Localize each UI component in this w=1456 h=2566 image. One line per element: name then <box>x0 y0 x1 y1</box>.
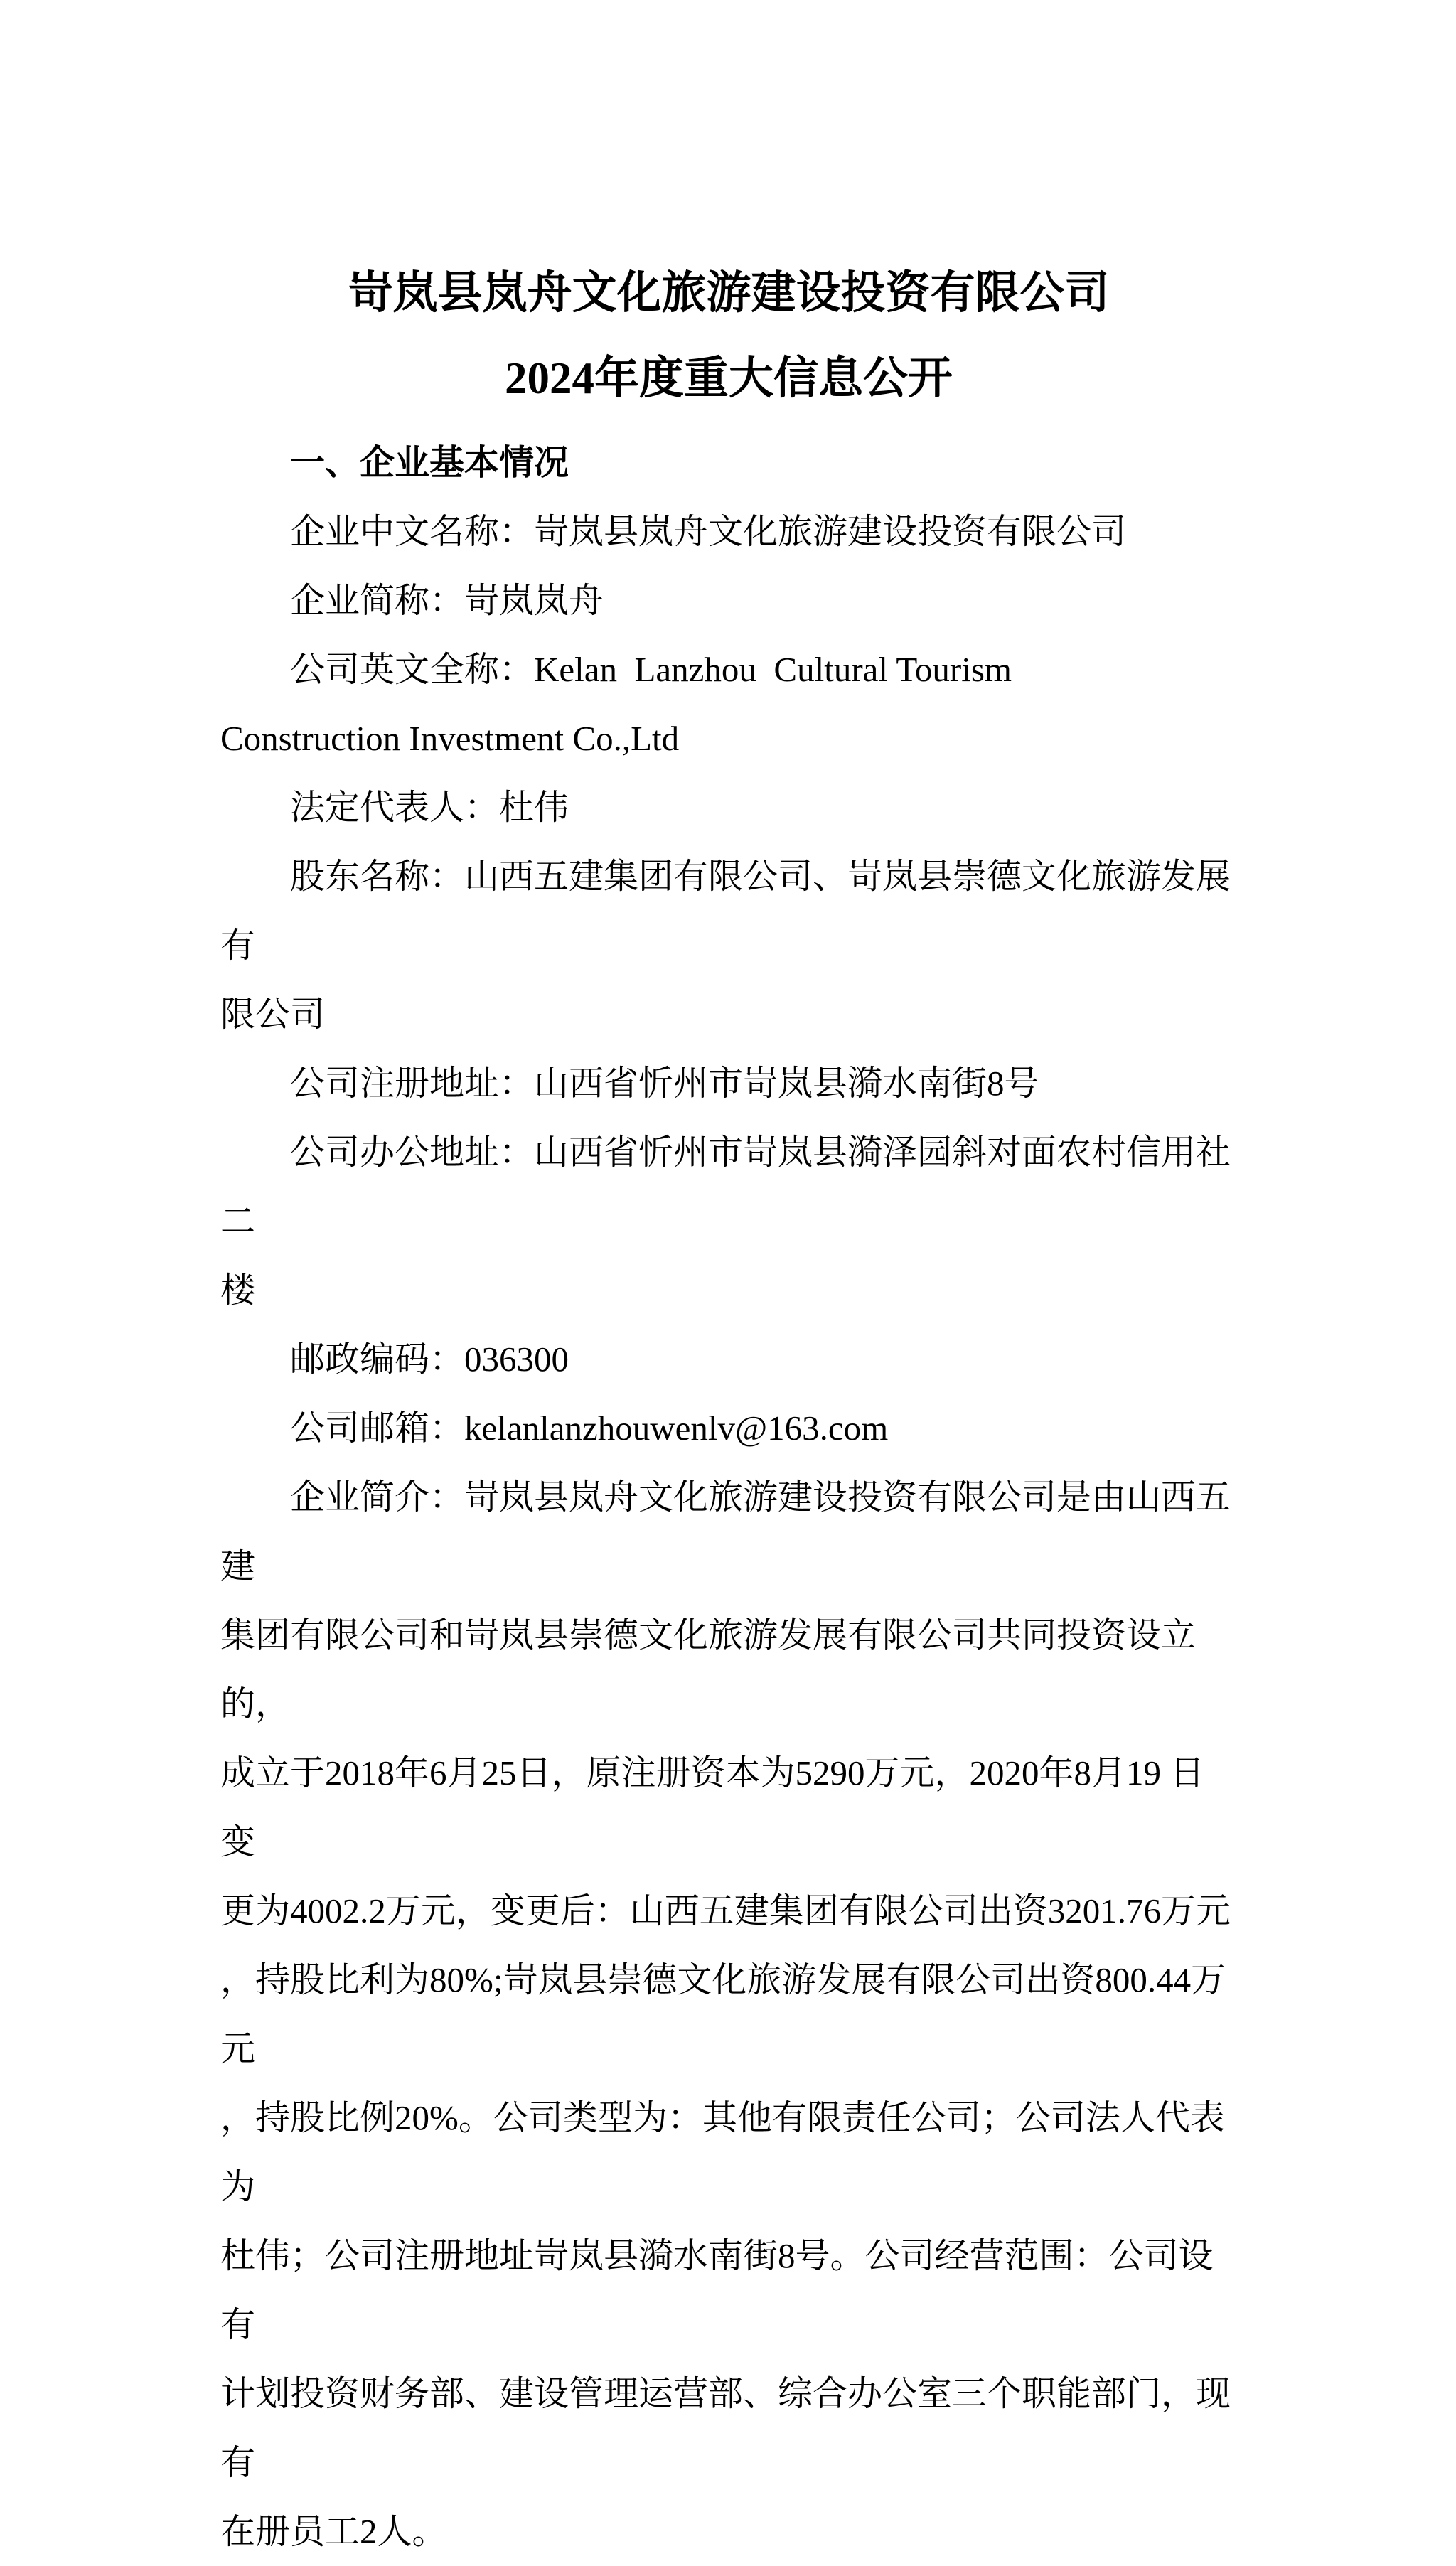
document-line: 公司英文全称：Kelan Lanzhou Cultural Tourism <box>290 650 1012 689</box>
document-line: 企业简称：岢岚岚舟 <box>290 581 604 620</box>
document-line: 成立于2018年6月25日，原注册资本为5290万元，2020年8月19 日变 <box>220 1753 1205 1861</box>
document-line: 公司邮箱：kelanlanzhouwenlv@163.com <box>290 1408 889 1448</box>
document-line: Construction Investment Co.,Ltd <box>220 719 680 758</box>
document-line: 在册员工2人。 <box>220 2512 447 2551</box>
document-title-line-2: 2024年度重大信息公开 <box>505 353 953 403</box>
document-line: 杜伟；公司注册地址岢岚县漪水南街8号。公司经营范围：公司设有 <box>220 2236 1214 2344</box>
document-line: 企业中文名称：岢岚县岚舟文化旅游建设投资有限公司 <box>290 512 1127 551</box>
document-line: 法定代表人：杜伟 <box>290 788 569 827</box>
document-line: 更为4002.2万元，变更后：山西五建集团有限公司出资3201.76万元 <box>220 1891 1231 1930</box>
document-line: 邮政编码：036300 <box>290 1340 569 1379</box>
document-line: 公司注册地址：山西省忻州市岢岚县漪水南街8号 <box>290 1064 1039 1103</box>
document-line: ，持股比利为80%;岢岚县崇德文化旅游发展有限公司出资800.44万元 <box>220 1960 1226 2068</box>
document-line: 计划投资财务部、建设管理运营部、综合办公室三个职能部门，现有 <box>220 2374 1231 2482</box>
document-line: 楼 <box>220 1271 256 1310</box>
document-line: ，持股比例20%。公司类型为：其他有限责任公司；公司法人代表为 <box>220 2098 1225 2206</box>
document-line: 企业简介：岢岚县岚舟文化旅游建设投资有限公司是由山西五建 <box>220 1477 1231 1586</box>
document-title-line-1: 岢岚县岚舟文化旅游建设投资有限公司 <box>348 268 1110 318</box>
document-line: 集团有限公司和岢岚县崇德文化旅游发展有限公司共同投资设立的， <box>220 1615 1197 1723</box>
section-heading: 一、企业基本情况 <box>290 443 569 482</box>
document-line: 股东名称：山西五建集团有限公司、岢岚县崇德文化旅游发展有 <box>220 857 1231 965</box>
document-line: 公司办公地址：山西省忻州市岢岚县漪泽园斜对面农村信用社二 <box>220 1133 1231 1241</box>
document-line: 限公司 <box>220 995 326 1034</box>
